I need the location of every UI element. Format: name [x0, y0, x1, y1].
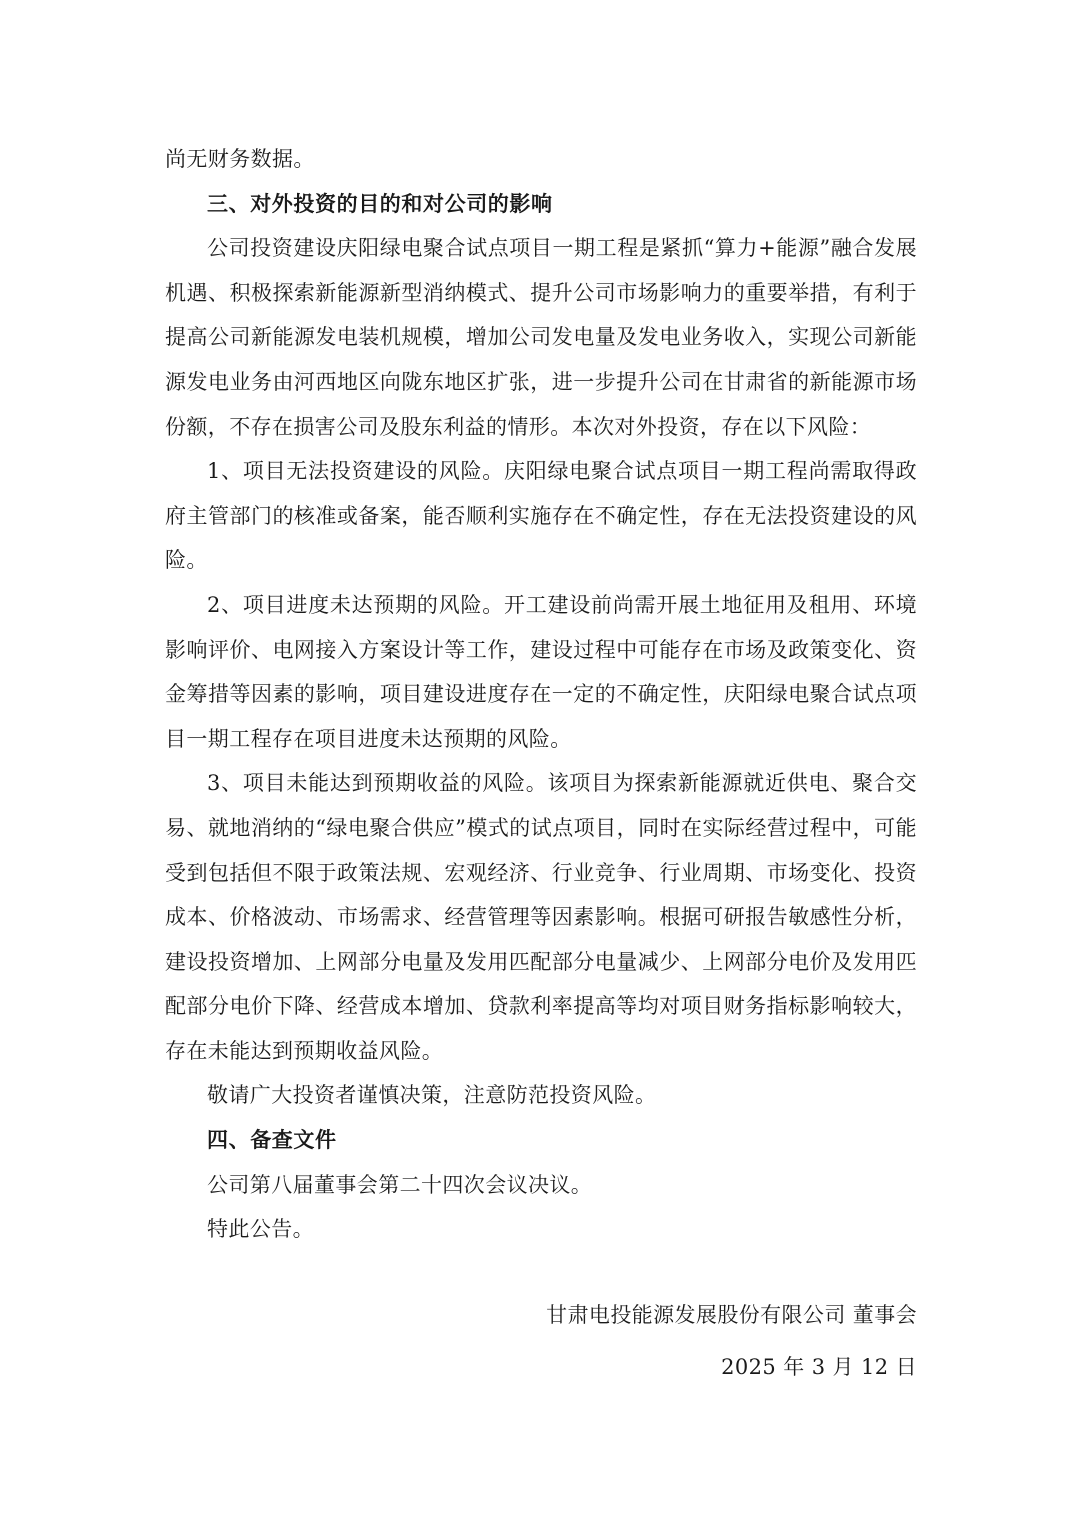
- closing-statement: 特此公告。: [207, 1217, 314, 1242]
- risk-item-3: 3、项目未能达到预期收益的风险。该项目为探索新能源就近供电、聚合交易、就地消纳的“绿电聚合供应”模式的试点项目，同时在实际经营过程中，可能受到包括但不限于政策法规、宏观经济、行业竞争、行业周期、市场变化、投资成本、价格波动、市场需求、经营管理等因素影响。根据可研报告敏感性分析，建设投资增加、上网部分电量及发用匹配部分电量减少、上网部分电价及发用匹配部分电价下降、经营成本增加、贷款利率提高等均对项目财务指标影响较大，存在未能达到预期收益风险。: [165, 771, 917, 1063]
- risk-item-2: 2、项目进度未达预期的风险。开工建设前尚需开展土地征用及租用、环境影响评价、电网接入方案设计等工作，建设过程中可能存在市场及政策变化、资金筹措等因素的影响，项目建设进度存在一定的不确定性，庆阳绿电聚合试点项目一期工程存在项目进度未达预期的风险。: [165, 592, 917, 751]
- signature-date: 2025 年 3 月 12 日: [721, 1355, 917, 1379]
- section-4-heading: 四、备查文件: [207, 1128, 337, 1153]
- investor-caution: 敬请广大投资者谨慎决策，注意防范投资风险。: [207, 1083, 657, 1108]
- reference-file: 公司第八届董事会第二十四次会议决议。: [207, 1172, 593, 1197]
- signature-block: [546, 1289, 917, 1393]
- section-3-intro: 公司投资建设庆阳绿电聚合试点项目一期工程是紧抓“算力+能源”融合发展机遇、积极探索新能源新型消纳模式、提升公司市场影响力的重要举措，有利于提高公司新能源发电装机规模，增加公司发电量及发电业务收入，实现公司新能源发电业务由河西地区向陇东地区扩张，进一步提升公司在甘肃省的新能源市场份额，不存在损害公司及股东利益的情形。本次对外投资，存在以下风险：: [165, 236, 917, 439]
- signature-company: 甘肃电投能源发展股份有限公司 董事会: [546, 1303, 917, 1327]
- section-3-heading: 三、对外投资的目的和对公司的影响: [207, 191, 553, 216]
- document-body: [165, 137, 917, 1252]
- continued-text: 尚无财务数据。: [165, 147, 315, 171]
- risk-item-1: 1、项目无法投资建设的风险。庆阳绿电聚合试点项目一期工程尚需取得政府主管部门的核准或备案，能否顺利实施存在不确定性，存在无法投资建设的风险。: [165, 459, 917, 573]
